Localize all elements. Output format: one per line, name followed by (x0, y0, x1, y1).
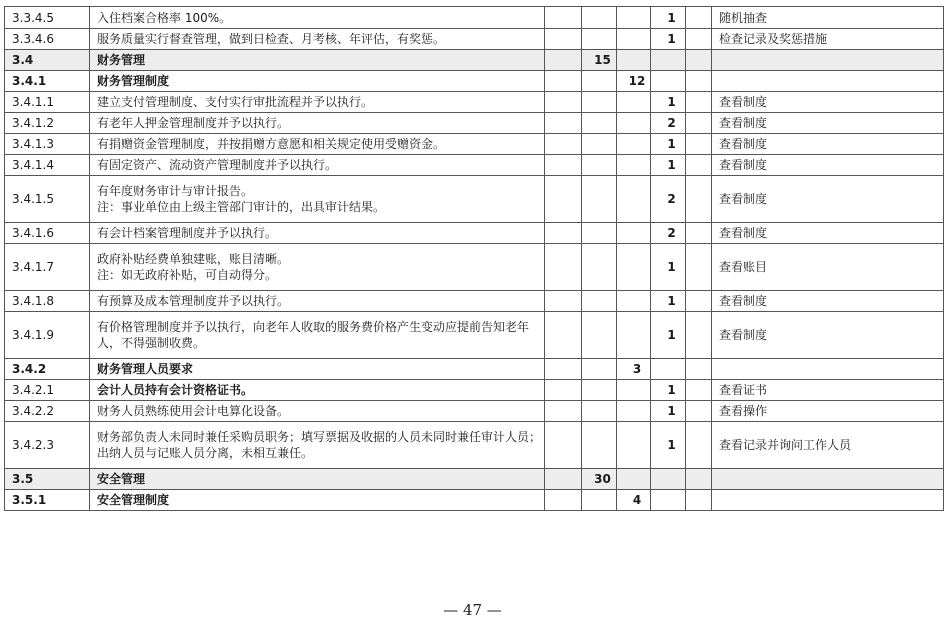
table-row (5, 291, 944, 312)
blank-cell (545, 92, 582, 113)
check-method (712, 50, 944, 71)
item-code: 3.4.1.6 (5, 223, 90, 244)
item-content (90, 244, 545, 291)
table-row (5, 29, 944, 50)
subsection-score (617, 92, 651, 113)
check-method: 查看制度 (712, 312, 944, 359)
check-method: 查看制度 (712, 223, 944, 244)
subsection-score: 4 (617, 490, 651, 511)
item-content (90, 291, 545, 312)
item-content (90, 469, 545, 490)
table-row (5, 244, 944, 291)
content-line: 有捐赠资金管理制度，并按捐赠方意愿和相关规定使用受赠资金。 (97, 137, 446, 151)
blank-cell (686, 92, 712, 113)
blank-cell (545, 490, 582, 511)
subsection-score (617, 401, 651, 422)
item-score: 1 (651, 401, 686, 422)
blank-cell (686, 359, 712, 380)
item-content (90, 359, 545, 380)
item-code: 3.4.1.2 (5, 113, 90, 134)
subsection-row (5, 71, 944, 92)
check-method: 查看记录并询问工作人员 (712, 422, 944, 469)
content-line: 有老年人押金管理制度并予以执行。 (97, 116, 290, 130)
item-score (651, 469, 686, 490)
blank-cell (545, 244, 582, 291)
item-score: 1 (651, 291, 686, 312)
section-score (582, 113, 617, 134)
item-score: 1 (651, 244, 686, 291)
item-code: 3.4.1.5 (5, 176, 90, 223)
table-row (5, 176, 944, 223)
check-method (712, 490, 944, 511)
content-line: 会计人员持有会计资格证书。 (97, 383, 254, 397)
content-line: 财务管理人员要求 (97, 362, 194, 376)
content-line: 有固定资产、流动资产管理制度并予以执行。 (97, 158, 338, 172)
content-line: 出纳人员与记账人员分离，未相互兼任。 (97, 446, 314, 460)
blank-cell (545, 71, 582, 92)
content-line: 有预算及成本管理制度并予以执行。 (97, 294, 290, 308)
blank-cell (686, 380, 712, 401)
item-content (90, 422, 545, 469)
item-code: 3.5 (5, 469, 90, 490)
content-line: 注：如无政府补贴，可自动得分。 (97, 268, 278, 282)
section-score (582, 312, 617, 359)
section-score (582, 422, 617, 469)
blank-cell (686, 134, 712, 155)
check-method: 查看操作 (712, 401, 944, 422)
content-line: 财务管理制度 (97, 74, 170, 88)
table-row (5, 92, 944, 113)
item-code: 3.3.4.5 (5, 7, 90, 29)
item-code: 3.4.1.1 (5, 92, 90, 113)
blank-cell (545, 113, 582, 134)
subsection-score (617, 223, 651, 244)
table-row (5, 223, 944, 244)
page-number: — 47 — (443, 601, 502, 619)
content-line: 注：事业单位由上级主管部门审计的，出具审计结果。 (97, 200, 386, 214)
subsection-score (617, 134, 651, 155)
subsection-score (617, 422, 651, 469)
blank-cell (545, 401, 582, 422)
table-row (5, 380, 944, 401)
subsection-score (617, 50, 651, 71)
item-content (90, 71, 545, 92)
content-line: 人，不得强制收费。 (97, 336, 206, 350)
blank-cell (686, 7, 712, 29)
blank-cell (545, 134, 582, 155)
blank-cell (545, 422, 582, 469)
item-content (90, 50, 545, 71)
section-score: 30 (582, 469, 617, 490)
check-method (712, 469, 944, 490)
content-line: 财务部负责人未同时兼任采购员职务；填写票据及收据的人员未同时兼任审计人员； (97, 430, 542, 444)
item-content (90, 401, 545, 422)
blank-cell (686, 176, 712, 223)
check-method (712, 359, 944, 380)
blank-cell (686, 401, 712, 422)
check-method: 查看制度 (712, 155, 944, 176)
check-method: 随机抽查 (712, 7, 944, 29)
section-row (5, 469, 944, 490)
item-code: 3.4.1.4 (5, 155, 90, 176)
item-code: 3.4.2.1 (5, 380, 90, 401)
item-content (90, 92, 545, 113)
item-content (90, 176, 545, 223)
item-score: 1 (651, 92, 686, 113)
check-method: 检查记录及奖惩措施 (712, 29, 944, 50)
blank-cell (686, 223, 712, 244)
check-method: 查看制度 (712, 92, 944, 113)
item-score (651, 490, 686, 511)
item-content (90, 312, 545, 359)
section-score: 15 (582, 50, 617, 71)
item-score: 1 (651, 29, 686, 50)
content-line: 安全管理制度 (97, 493, 170, 507)
item-code: 3.3.4.6 (5, 29, 90, 50)
subsection-score (617, 469, 651, 490)
item-content (90, 113, 545, 134)
content-line: 财务管理 (97, 53, 146, 67)
blank-cell (545, 291, 582, 312)
item-content (90, 29, 545, 50)
blank-cell (545, 380, 582, 401)
subsection-score (617, 312, 651, 359)
check-method: 查看制度 (712, 113, 944, 134)
blank-cell (686, 155, 712, 176)
subsection-score (617, 176, 651, 223)
table-row (5, 155, 944, 176)
section-score (582, 29, 617, 50)
item-content (90, 490, 545, 511)
item-code: 3.4.1.8 (5, 291, 90, 312)
blank-cell (545, 155, 582, 176)
subsection-score (617, 155, 651, 176)
item-code: 3.4.2.2 (5, 401, 90, 422)
item-code: 3.4 (5, 50, 90, 71)
section-score (582, 92, 617, 113)
subsection-score (617, 291, 651, 312)
blank-cell (545, 469, 582, 490)
content-line: 安全管理 (97, 472, 146, 486)
blank-cell (686, 422, 712, 469)
subsection-score (617, 380, 651, 401)
item-content (90, 380, 545, 401)
blank-cell (545, 50, 582, 71)
item-code: 3.4.1.9 (5, 312, 90, 359)
content-line: 入住档案合格率 100%。 (97, 10, 232, 25)
section-row (5, 50, 944, 71)
blank-cell (545, 312, 582, 359)
subsection-score (617, 244, 651, 291)
table-row (5, 7, 944, 29)
section-score (582, 490, 617, 511)
table-body (5, 7, 944, 511)
item-score: 1 (651, 155, 686, 176)
item-code: 3.4.2 (5, 359, 90, 380)
blank-cell (545, 359, 582, 380)
table-row (5, 422, 944, 469)
content-line: 有价格管理制度并予以执行，向老年人收取的服务费价格产生变动应提前告知老年 (97, 320, 530, 334)
subsection-score (617, 7, 651, 29)
item-score: 1 (651, 7, 686, 29)
blank-cell (686, 71, 712, 92)
subsection-row (5, 490, 944, 511)
item-code: 3.4.1.3 (5, 134, 90, 155)
section-score (582, 244, 617, 291)
item-content (90, 134, 545, 155)
section-score (582, 134, 617, 155)
subsection-row (5, 359, 944, 380)
item-score: 2 (651, 113, 686, 134)
item-score (651, 359, 686, 380)
content-line: 有年度财务审计与审计报告。 (97, 184, 254, 198)
table-row (5, 401, 944, 422)
table-row (5, 312, 944, 359)
section-score (582, 223, 617, 244)
subsection-score (617, 113, 651, 134)
table-row (5, 113, 944, 134)
subsection-score (617, 29, 651, 50)
item-score: 2 (651, 176, 686, 223)
item-score (651, 71, 686, 92)
item-score: 1 (651, 312, 686, 359)
section-score (582, 155, 617, 176)
item-score: 2 (651, 223, 686, 244)
section-score (582, 359, 617, 380)
blank-cell (545, 7, 582, 29)
item-content (90, 223, 545, 244)
item-code: 3.4.1.7 (5, 244, 90, 291)
blank-cell (545, 223, 582, 244)
blank-cell (545, 29, 582, 50)
blank-cell (686, 29, 712, 50)
check-method: 查看证书 (712, 380, 944, 401)
item-score: 1 (651, 422, 686, 469)
item-code: 3.4.1 (5, 71, 90, 92)
blank-cell (545, 176, 582, 223)
content-line: 财务人员熟练使用会计电算化设备。 (97, 404, 290, 418)
table-row (5, 134, 944, 155)
item-content (90, 7, 545, 29)
item-code: 3.4.2.3 (5, 422, 90, 469)
standards-table (4, 6, 944, 511)
item-score (651, 50, 686, 71)
blank-cell (686, 490, 712, 511)
section-score (582, 71, 617, 92)
blank-cell (686, 312, 712, 359)
section-score (582, 380, 617, 401)
check-method: 查看账目 (712, 244, 944, 291)
blank-cell (686, 50, 712, 71)
section-score (582, 176, 617, 223)
check-method: 查看制度 (712, 176, 944, 223)
blank-cell (686, 244, 712, 291)
content-line: 服务质量实行督查管理，做到日检查、月考核、年评估，有奖惩。 (97, 32, 446, 46)
item-score: 1 (651, 380, 686, 401)
item-code: 3.5.1 (5, 490, 90, 511)
blank-cell (686, 113, 712, 134)
section-score (582, 7, 617, 29)
content-line: 建立支付管理制度、支付实行审批流程并予以执行。 (97, 95, 374, 109)
item-content (90, 155, 545, 176)
blank-cell (686, 469, 712, 490)
section-score (582, 401, 617, 422)
item-score: 1 (651, 134, 686, 155)
content-line: 政府补贴经费单独建账，账目清晰。 (97, 252, 290, 266)
blank-cell (686, 291, 712, 312)
section-score (582, 291, 617, 312)
subsection-score: 3 (617, 359, 651, 380)
check-method: 查看制度 (712, 291, 944, 312)
check-method (712, 71, 944, 92)
content-line: 有会计档案管理制度并予以执行。 (97, 226, 278, 240)
check-method: 查看制度 (712, 134, 944, 155)
subsection-score: 12 (617, 71, 651, 92)
